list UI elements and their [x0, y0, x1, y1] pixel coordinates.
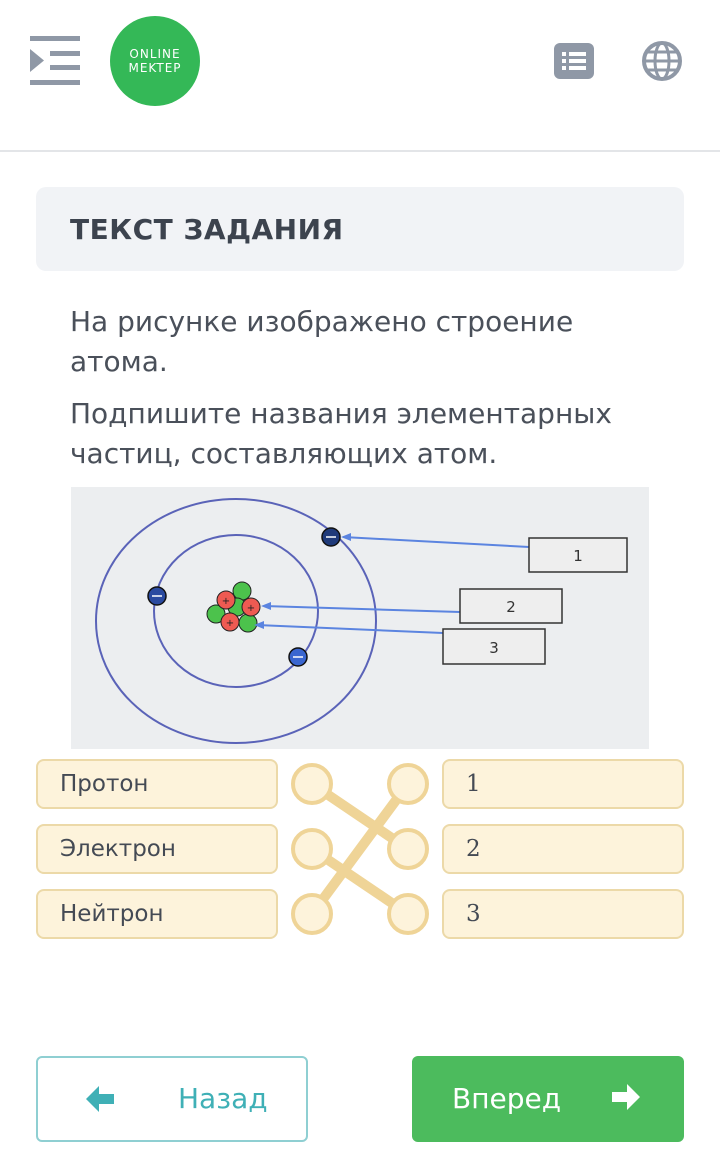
left-connector-dot[interactable] [293, 765, 331, 803]
match-right-item[interactable] [442, 824, 684, 874]
logo-text-online: ONLINE [129, 47, 181, 61]
match-left-item[interactable] [36, 824, 278, 874]
electron-outer [322, 528, 340, 546]
svg-text:+: + [246, 603, 256, 614]
label-3: 3 [489, 639, 499, 657]
match-left-label: Нейтрон [60, 901, 164, 927]
left-connector-dot[interactable] [293, 895, 331, 933]
next-button-label: Вперед [452, 1082, 562, 1115]
list-icon [554, 43, 594, 79]
right-connector-dot[interactable] [389, 830, 427, 868]
arrow-left-icon [86, 1086, 116, 1112]
globe-icon [641, 40, 683, 82]
electron-left [148, 587, 166, 605]
arrow-2 [264, 606, 460, 612]
svg-text:+: + [225, 618, 235, 629]
language-button[interactable] [641, 40, 683, 82]
online-mektep-logo[interactable] [110, 16, 200, 106]
top-bar [0, 0, 720, 152]
task-text-instruction: Подпишите названия элементарных частиц, составляющих атом. [70, 397, 612, 470]
back-button-label: Назад [178, 1082, 268, 1115]
match-right-item[interactable] [442, 889, 684, 939]
arrow-right-icon [610, 1084, 640, 1110]
next-button[interactable] [412, 1056, 684, 1142]
atom-diagram [71, 487, 649, 749]
label-1: 1 [573, 547, 583, 565]
back-button[interactable] [36, 1056, 308, 1142]
match-left-label: Электрон [60, 836, 176, 862]
match-right-label: 3 [466, 901, 481, 927]
match-left-item[interactable] [36, 759, 278, 809]
electron-bottom [289, 648, 307, 666]
match-left-label: Протон [60, 771, 149, 797]
right-connector-dot[interactable] [389, 895, 427, 933]
arrow-1 [343, 537, 529, 547]
label-2: 2 [506, 598, 516, 616]
match-right-label: 2 [466, 836, 481, 862]
match-right-label: 1 [466, 771, 481, 797]
arrow-3 [257, 625, 443, 633]
task-text-description: На рисунке изображено строение атома. [70, 305, 574, 378]
logo-text-mektep: MEKTEP [128, 61, 182, 75]
task-list-button[interactable] [554, 43, 594, 79]
right-connector-dot[interactable] [389, 765, 427, 803]
nucleus [207, 582, 260, 632]
match-left-item[interactable] [36, 889, 278, 939]
menu-icon [28, 36, 84, 86]
task-header [36, 187, 684, 271]
match-connectors [288, 758, 432, 940]
task-title: ТЕКСТ ЗАДАНИЯ [70, 213, 344, 246]
menu-button[interactable] [28, 36, 84, 86]
match-right-item[interactable] [442, 759, 684, 809]
atom-diagram-image [71, 487, 649, 749]
left-connector-dot[interactable] [293, 830, 331, 868]
svg-text:+: + [221, 596, 231, 607]
